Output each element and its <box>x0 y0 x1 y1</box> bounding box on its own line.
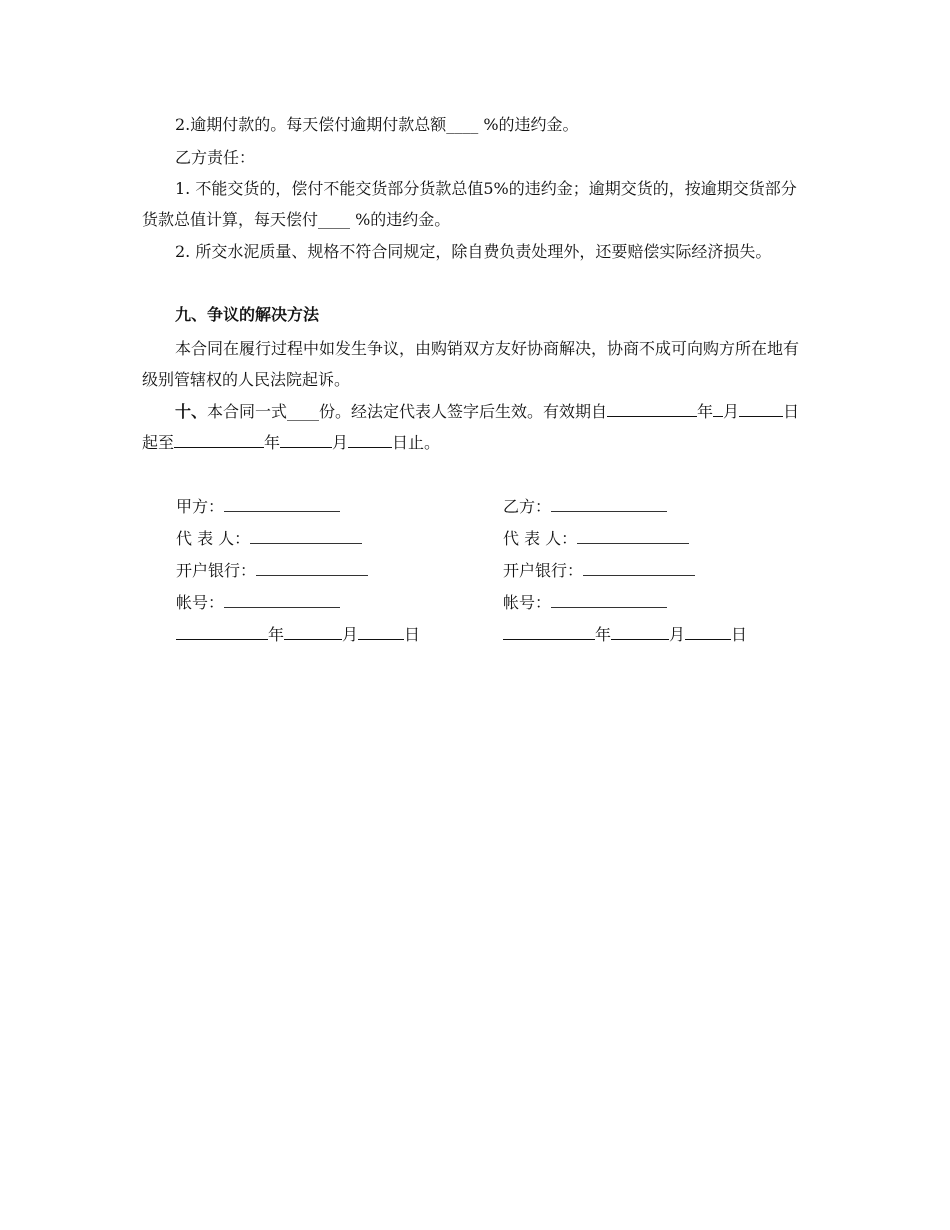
party-b-name-field[interactable] <box>551 493 667 512</box>
end-month-blank <box>280 429 332 448</box>
party-a-name-field[interactable] <box>224 493 340 512</box>
party-b-account-row <box>503 587 667 618</box>
validity-day-from: 日起至 <box>142 402 800 452</box>
party-a-year-label: 年 <box>268 625 285 644</box>
party-b-bank-label: 开户银行： <box>503 561 584 580</box>
section-10-validity <box>142 396 807 458</box>
validity-year2-label: 年 <box>264 433 281 452</box>
party-a-day-blank[interactable] <box>358 621 404 640</box>
party-b-day-label: 日 <box>731 625 748 644</box>
section-9-body: 本合同在履行过程中如发生争议，由购销双方友好协商解决，协商不成可向购方所在地有级别管辖权的人民法院起诉。 <box>142 339 800 389</box>
validity-text: 本合同一式____份。经法定代表人签字后生效。有效期自 <box>207 402 608 421</box>
start-month-blank-a <box>713 398 723 417</box>
validity-year-label: 年 <box>697 402 714 421</box>
party-a-name-label: 甲方： <box>176 497 225 516</box>
party-b-account-field[interactable] <box>551 589 667 608</box>
party-b-name-label: 乙方： <box>503 497 552 516</box>
validity-month2-label: 月 <box>332 433 349 452</box>
party-b-day-blank[interactable] <box>685 621 731 640</box>
party-b-rep-label: 代 表 人： <box>503 529 578 548</box>
party-b-date-row <box>503 619 747 650</box>
party-b-rep-field[interactable] <box>577 525 689 544</box>
party-a-rep-label: 代 表 人： <box>176 529 251 548</box>
party-b-month-blank[interactable] <box>611 621 669 640</box>
start-day-blank <box>739 398 783 417</box>
party-b-bank-row <box>503 555 695 586</box>
party-a-bank-row <box>176 555 368 586</box>
party-a-name-row <box>176 491 340 522</box>
party-b-year-blank[interactable] <box>503 621 595 640</box>
party-b-name-row <box>503 491 667 522</box>
party-a-year-blank[interactable] <box>176 621 268 640</box>
seller-liability-heading: 乙方责任： <box>175 148 256 167</box>
party-b-account-label: 帐号： <box>503 593 552 612</box>
validity-month-label: 月 <box>723 402 740 421</box>
party-a-month-label: 月 <box>342 625 359 644</box>
party-b-rep-row <box>503 523 689 554</box>
party-a-day-label: 日 <box>404 625 421 644</box>
party-a-account-label: 帐号： <box>176 593 225 612</box>
party-b-year-label: 年 <box>595 625 612 644</box>
section-9-heading: 九、争议的解决方法 <box>175 305 320 324</box>
party-a-bank-field[interactable] <box>256 557 368 576</box>
start-year-blank <box>607 398 697 417</box>
validity-day-end: 日止。 <box>392 433 441 452</box>
seller-liability-item-1: 1. 不能交货的，偿付不能交货部分货款总值5%的违约金；逾期交货的，按逾期交货部分货款总值计算，每天偿付____ %的违约金。 <box>142 179 797 229</box>
buyer-liability-item-2: 2.逾期付款的。每天偿付逾期付款总额____ %的违约金。 <box>175 115 579 134</box>
party-a-rep-row <box>176 523 362 554</box>
party-a-bank-label: 开户银行： <box>176 561 257 580</box>
party-a-month-blank[interactable] <box>284 621 342 640</box>
end-year-blank <box>174 429 264 448</box>
party-b-month-label: 月 <box>669 625 686 644</box>
end-day-blank <box>348 429 392 448</box>
party-b-bank-field[interactable] <box>583 557 695 576</box>
party-a-account-field[interactable] <box>224 589 340 608</box>
party-a-account-row <box>176 587 340 618</box>
section-10-number: 十、 <box>175 402 208 421</box>
seller-liability-item-2: 2. 所交水泥质量、规格不符合同规定，除自费负责处理外，还要赔偿实际经济损失。 <box>175 242 772 261</box>
party-a-rep-field[interactable] <box>250 525 362 544</box>
party-a-date-row <box>176 619 420 650</box>
